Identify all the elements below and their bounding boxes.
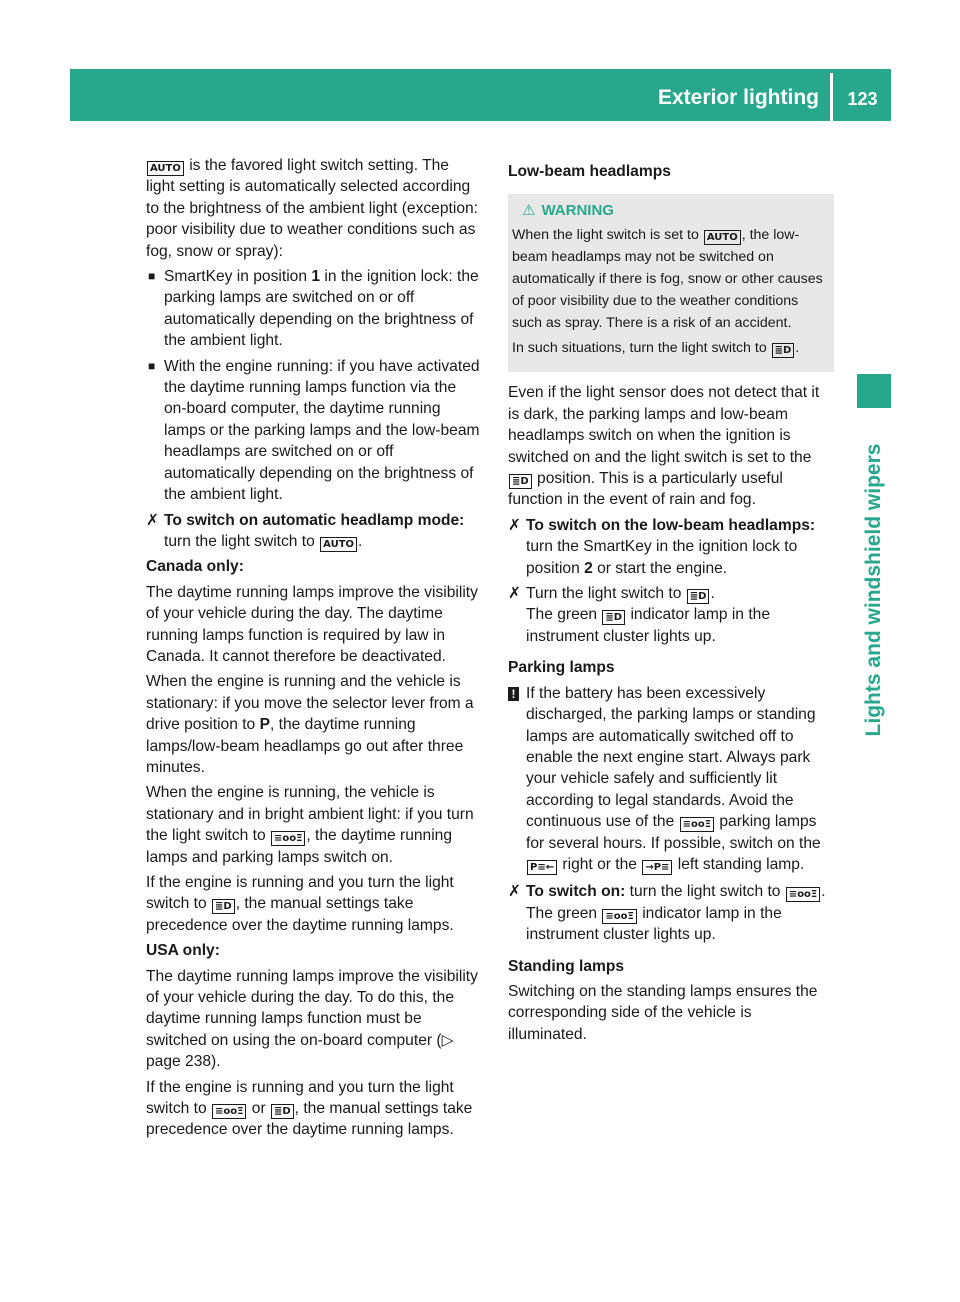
bullet-icon: ■ [148, 269, 156, 284]
step-arrow-icon: ✗ [508, 516, 522, 534]
warning-text-2: In such situations, turn the light switch to ≣D . [512, 340, 800, 357]
step-arrow-icon: ✗ [508, 585, 522, 603]
parking-lamps-heading: Parking lamps [508, 659, 615, 677]
bullet-icon: ■ [148, 358, 156, 373]
warning-box [508, 194, 834, 372]
usa-paragraph-1: The daytime running lamps improve the visibility of your vehicle during the day. To do this, the daytime running lamps function must be switched on using the on-board computer (▷ page 238). [146, 967, 478, 1071]
section-label: Lights and windshield wipers [862, 443, 885, 737]
canada-heading: Canada only: [146, 558, 244, 576]
low-beam-icon: ≣D [602, 610, 625, 625]
canada-paragraph-4: If the engine is running and you turn the light switch to ≣D , the manual settings take precedence over the daytime running lamps. [146, 874, 454, 934]
parking-lamp-icon: ≡ooΞ [786, 887, 820, 902]
caution-icon: ! [508, 687, 519, 701]
right-column [508, 155, 834, 1049]
usa-paragraph-2: If the engine is running and you turn the light switch to ≡ooΞ or ≣D , the manual settings take precedence over the daytime running lamps. [146, 1078, 473, 1139]
parking-lamp-icon: ≡ooΞ [680, 817, 714, 832]
canada-paragraph-2: When the engine is running and the vehicle is stationary: if you move the selector lever from a drive position to P, the daytime running lamps/low-beam headlamps go out after three minutes. [146, 673, 474, 776]
auto-icon: AUTO [320, 537, 357, 552]
header-divider [830, 73, 833, 121]
warning-triangle-icon: ⚠ [522, 202, 536, 220]
parking-lamp-icon: ≡ooΞ [271, 831, 305, 846]
left-standing-lamp-icon: P≡← [527, 860, 557, 875]
list-item: ■ With the engine running: if you have activated the daytime running lamps function via the on-board computer, the daytime running lamps or the parking lamps and the low-beam headlamps are switched on or off automatically depending on the brightness of the ambient light. [148, 357, 480, 504]
step-arrow-icon: ✗ [508, 883, 522, 901]
usa-heading: USA only: [146, 942, 220, 960]
standing-lamps-heading: Standing lamps [508, 957, 625, 975]
step-arrow-icon: ✗ [146, 511, 160, 529]
instruction-step: ✗ Turn the light switch to ≣D . The green ≣D indicator lamp in the instrument cluster lights up. [508, 585, 770, 645]
page-ref-arrow-icon: ▷ [441, 1031, 454, 1049]
low-beam-icon: ≣D [212, 899, 235, 914]
right-standing-lamp-icon: →P≡ [642, 860, 672, 875]
intro-paragraph: AUTO is the favored light switch setting. The light setting is automatically selected according to the brightness of the ambient light (exception: poor visibility due to weather conditions such as fog, snow or spray): [146, 157, 478, 260]
canada-paragraph-3: When the engine is running, the vehicle is stationary and in bright ambient light: if you turn the light switch to ≡ooΞ , the daytime running lamps and parking lamps switch on. [146, 784, 474, 866]
auto-icon: AUTO [704, 230, 741, 245]
header-bar [70, 69, 891, 121]
instruction-step: ✗ To switch on the low-beam headlamps: turn the SmartKey in the ignition lock to position 2 or start the engine. [508, 516, 816, 577]
auto-icon: AUTO [147, 161, 184, 176]
warning-header: ⚠ WARNING [522, 202, 614, 220]
page-reference-link[interactable]: page 238). [146, 1053, 221, 1071]
standing-lamps-paragraph: Switching on the standing lamps ensures the corresponding side of the vehicle is illuminated. [508, 982, 818, 1043]
low-beam-icon: ≣D [772, 343, 795, 358]
parking-lamp-icon: ≡ooΞ [212, 1104, 246, 1119]
page-number: 123 [847, 89, 878, 109]
canada-paragraph-1: The daytime running lamps improve the visibility of your vehicle during the day. The daytime running lamps function is required by law in Canada. It cannot therefore be deactivated. [146, 583, 478, 665]
caution-note: ! If the battery has been excessively discharged, the parking lamps or standing lamps are automatically switched off to enable the next engine start. Always park your vehicle safely and sufficiently lit according to legal standards. Avoid the continuous use of the ≡ooΞ parking lamps for several hours. If possible, switch on the P≡← right or the →P≡ left standing lamp. [508, 683, 834, 876]
low-beam-icon: ≣D [271, 1104, 294, 1119]
low-beam-icon: ≣D [687, 589, 710, 604]
page-title: Exterior lighting [657, 86, 819, 109]
low-beam-paragraph: Even if the light sensor does not detect that it is dark, the parking lamps and low-beam headlamps switch on when the ignition is switched on and the light switch is set to the ≣D position. This is a particularly useful function in the event of rain and fog. [508, 384, 820, 509]
left-column [146, 155, 480, 1145]
instruction-step: ✗ To switch on: turn the light switch to ≡ooΞ . The green ≡ooΞ indicator lamp in the instrument cluster lights up. [508, 883, 826, 944]
warning-text-1: When the light switch is set to AUTO , the low-beam headlamps may not be switched on automatically if there is fog, snow or other causes of poor visibility due to the weather conditions such as spray. There is a risk of an accident. [512, 227, 823, 332]
parking-lamp-icon: ≡ooΞ [602, 909, 636, 924]
low-beam-heading: Low-beam headlamps [508, 163, 671, 180]
low-beam-icon: ≣D [509, 474, 532, 489]
instruction-step: ✗ To switch on automatic headlamp mode: turn the light switch to AUTO . [146, 511, 465, 550]
list-item: ■ SmartKey in position 1 in the ignition lock: the parking lamps are switched on or off automatically depending on the brightness of the ambient light. [148, 268, 479, 350]
